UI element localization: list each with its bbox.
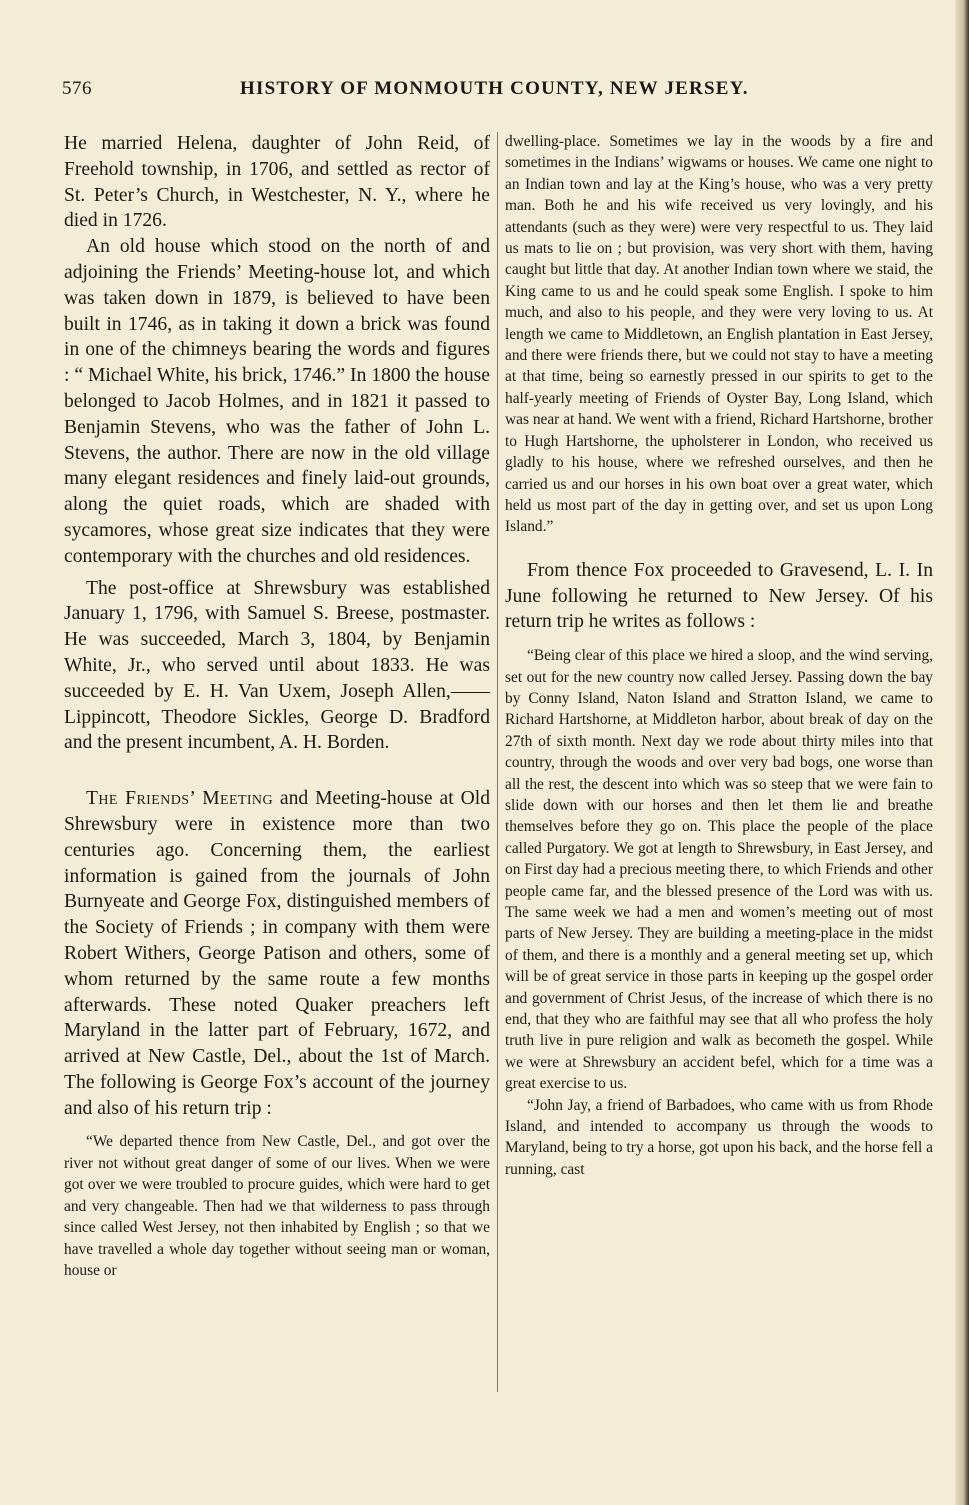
paragraph: An old house which stood on the north of and adjoining the Friends’ Meeting-house lot, and which was taken down in 1879, is believed to have been built in 1746, as in taking it down a brick was found in one of the chimneys bearing the words and figures : “ Michael White, his brick, 1746.” In 1800 the house belonged to Jacob Holmes, and in 1821 it passed to Benjamin Stevens, who was the father of John L. Stevens, the author. There are now in the old village many elegant residences and finely laid-out grounds, along the quiet roads, which are shaded with sycamores, whose great size indicates that they were contemporary with the churches and old residences. <box>64 236 490 567</box>
paragraph-text: and Meeting-house at Old Shrewsbury were in existence more than two centuries ago. Concerning them, the earliest information is gained from the journals of John Burnyeate and George Fox, distinguished members of the Society of Friends ; in company with them were Robert Withers, George Patison and others, some of whom returned by the same route a few months afterwards. These noted Quaker preachers left Maryland in the latter part of February, 1672, and arrived at New Castle, Del., about the 1st of March. The following is George Fox’s account of the journey and also of his return trip : <box>64 788 491 1119</box>
column-divider <box>497 132 498 1392</box>
paragraph: From thence Fox proceeded to Gravesend, L. I. In June following he returned to New Jersey. Of his return trip he writes as follows : <box>505 559 933 633</box>
block-quote: “John Jay, a friend of Barbadoes, who came with us from Rhode Island, and intended to accompany us through the woods to Maryland, being to try a horse, got upon his back, and the horse fell a running, cast <box>505 1096 933 1178</box>
block-quote: dwelling-place. Sometimes we lay in the woods by a fire and sometimes in the Indians’ wigwams or houses. We came one night to an Indian town and lay at the King’s house, who was a very pretty man. Both he and his wife received us very lovingly, and his attendants (such as they were) were very respectful to us. They laid us mats to lie on ; but provision, was very short with them, having caught but little that day. At another Indian town where we staid, the King came to us and he could speak some English. I spoke to him much, and also to his people, and they were very loving to us. At length we came to Middletown, an English plantation in East Jersey, and there were friends there, but we could not stay to have a meeting at that time, being so earnestly pressed in our spirits to get to the half-yearly meeting of Friends of Oyster Bay, Long Island, which was near at hand. We went with a friend, Richard Hartshorne, brother to Hugh Hartshorne, the upholsterer in London, who received us gladly to his house, where we refreshed ourselves, and then he carried us and our horses in his own boat over a great water, which held us most part of the day in getting over, and set us upon Long Island.” <box>505 133 933 536</box>
page-edge <box>955 0 969 1505</box>
block-quote: “We departed thence from New Castle, Del., and got over the river not without great danger of some of our lives. When we were got over we were troubled to procure guides, which were hard to get and very changeable. Then had we that wilderness to pass through since called West Jersey, not then inhabited by English ; so that we have travelled a whole day together without seeing man or woman, house or <box>64 1133 490 1279</box>
section-lead: The Friends’ Meeting <box>86 788 273 810</box>
page-number: 576 <box>62 78 92 99</box>
left-column <box>64 131 490 1281</box>
running-header <box>62 78 932 106</box>
paragraph <box>64 786 490 1121</box>
running-title: HISTORY OF MONMOUTH COUNTY, NEW JERSEY. <box>240 78 749 99</box>
block-quote: “Being clear of this place we hired a sloop, and the wind serving, set out for the new country now called Jersey. Passing down the bay by Conny Island, Naton Island and Stratton Island, we came to Richard Hartshorne, at Middleton harbor, about break of day on the 27th of sixth month. Next day we rode about thirty miles into that country, through the woods and over very bad bogs, one worse than all the rest, the descent into which was so steep that we were fain to slide down with our horses and then let them lie and breathe themselves before they go on. This place the people of the place called Purgatory. We got at length to Shrewsbury, in East Jersey, and on First day had a precious meeting there, to which Friends and other people came far, and the blessed presence of the Lord was with us. The same week we had a men and women’s meeting out of most parts of New Jersey. They are building a meeting-place in the midst of them, and there is a monthly and a general meeting set up, which will be of great service in those parts in keeping up the gospel order and government of Christ Jesus, of the increase of which there is no end, that they who are faithful may see that all who profess the holy truth live in pure religion and walk as becometh the gospel. While we were at Shrewsbury an accident befel, which for a time was a great exercise to us. <box>505 647 933 1093</box>
paragraph: He married Helena, daughter of John Reid, of Freehold township, in 1706, and settled as rector of St. Peter’s Church, in Westchester, N. Y., where he died in 1726. <box>64 133 490 232</box>
paragraph: The post-office at Shrewsbury was established January 1, 1796, with Samuel S. Breese, postmaster. He was succeeded, March 3, 1804, by Benjamin White, Jr., who served until about 1833. He was succeeded by E. H. Van Uxem, Joseph Allen,——Lippincott, Theodore Sickles, George D. Bradford and the present incumbent, A. H. Borden. <box>64 577 490 754</box>
right-column <box>505 131 933 1180</box>
